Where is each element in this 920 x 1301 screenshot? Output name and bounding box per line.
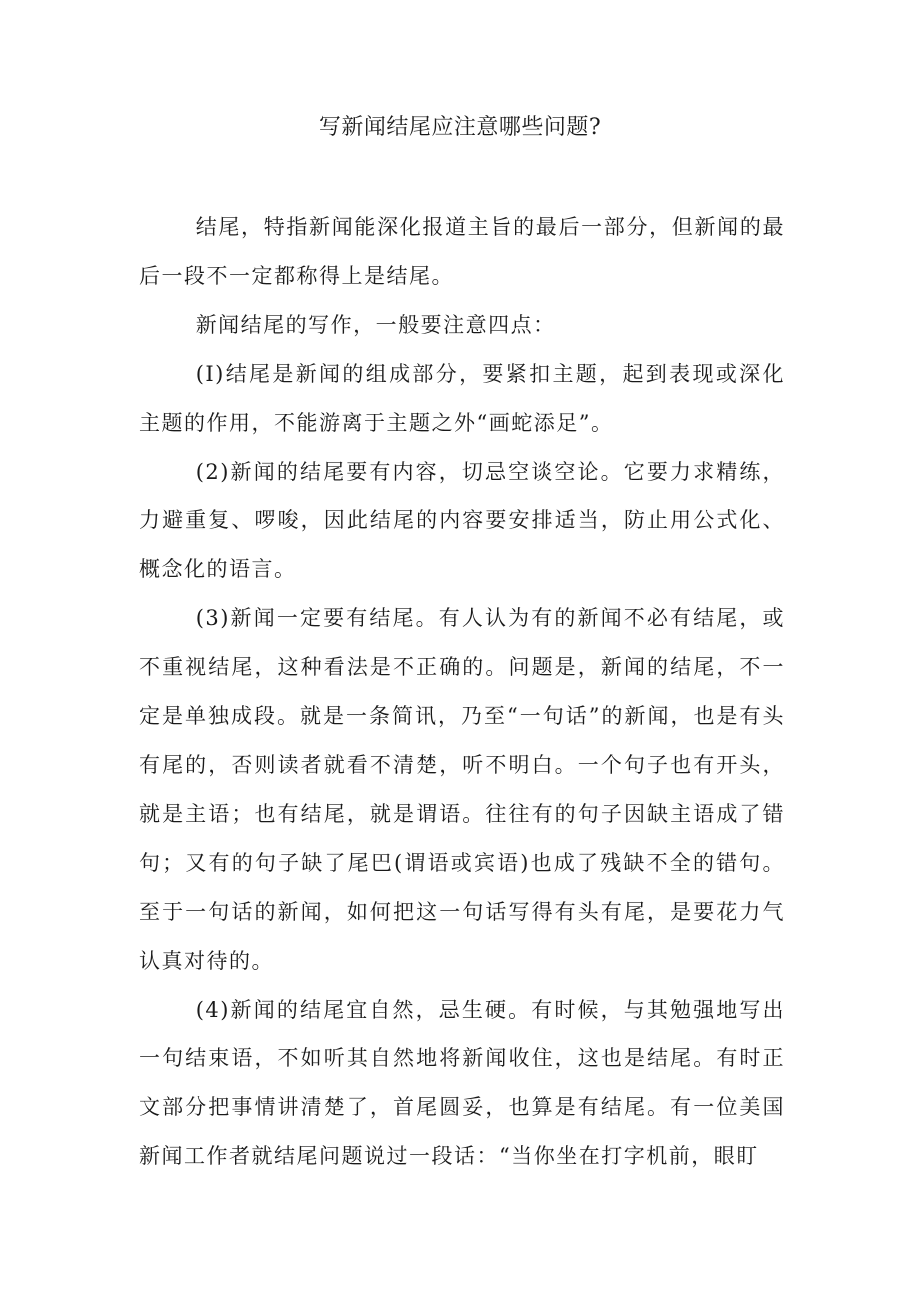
- paragraph-definition: 结尾，特指新闻能深化报道主旨的最后一部分，但新闻的最后一段不一定都称得上是结尾。: [139, 215, 785, 288]
- paragraph-intro: 新闻结尾的写作，一般要注意四点：: [195, 312, 556, 337]
- paragraph-point-1: (I)结尾是新闻的组成部分，要紧扣主题，起到表现或深化主题的作用，不能游离于主题之外“画蛇添足”。: [139, 361, 785, 435]
- paragraph-point-4: (4)新闻的结尾宜自然，忌生硬。有时候，与其勉强地写出一句结束语，不如听其自然地将新闻收住，这也是结尾。有时正文部分把事情讲清楚了，首尾圆妥，也算是有结尾。有一位美国新闻工作者就结尾问题说过一段话：“当你坐在打字机前，眼盯: [139, 997, 785, 1169]
- document-body: [139, 203, 785, 1181]
- document-title: 写新闻结尾应注意哪些问题?: [318, 115, 602, 140]
- paragraph-point-2: (2)新闻的结尾要有内容，切忌空谈空论。它要力求精练，力避重复、啰唆，因此结尾的内容要安排适当，防止用公式化、概念化的语言。: [139, 459, 785, 582]
- paragraph-point-3: (3)新闻一定要有结尾。有人认为有的新闻不必有结尾，或不重视结尾，这种看法是不正确的。问题是，新闻的结尾，不一定是单独成段。就是一条简讯，乃至“一句话”的新闻，也是有头有尾的，否则读者就看不清楚，听不明白。一个句子也有开头，就是主语；也有结尾，就是谓语。往往有的句子因缺主语成了错句；又有的句子缺了尾巴(谓语或宾语)也成了残缺不全的错句。至于一句话的新闻，如何把这一句话写得有头有尾，是要花力气认真对待的。: [139, 606, 785, 973]
